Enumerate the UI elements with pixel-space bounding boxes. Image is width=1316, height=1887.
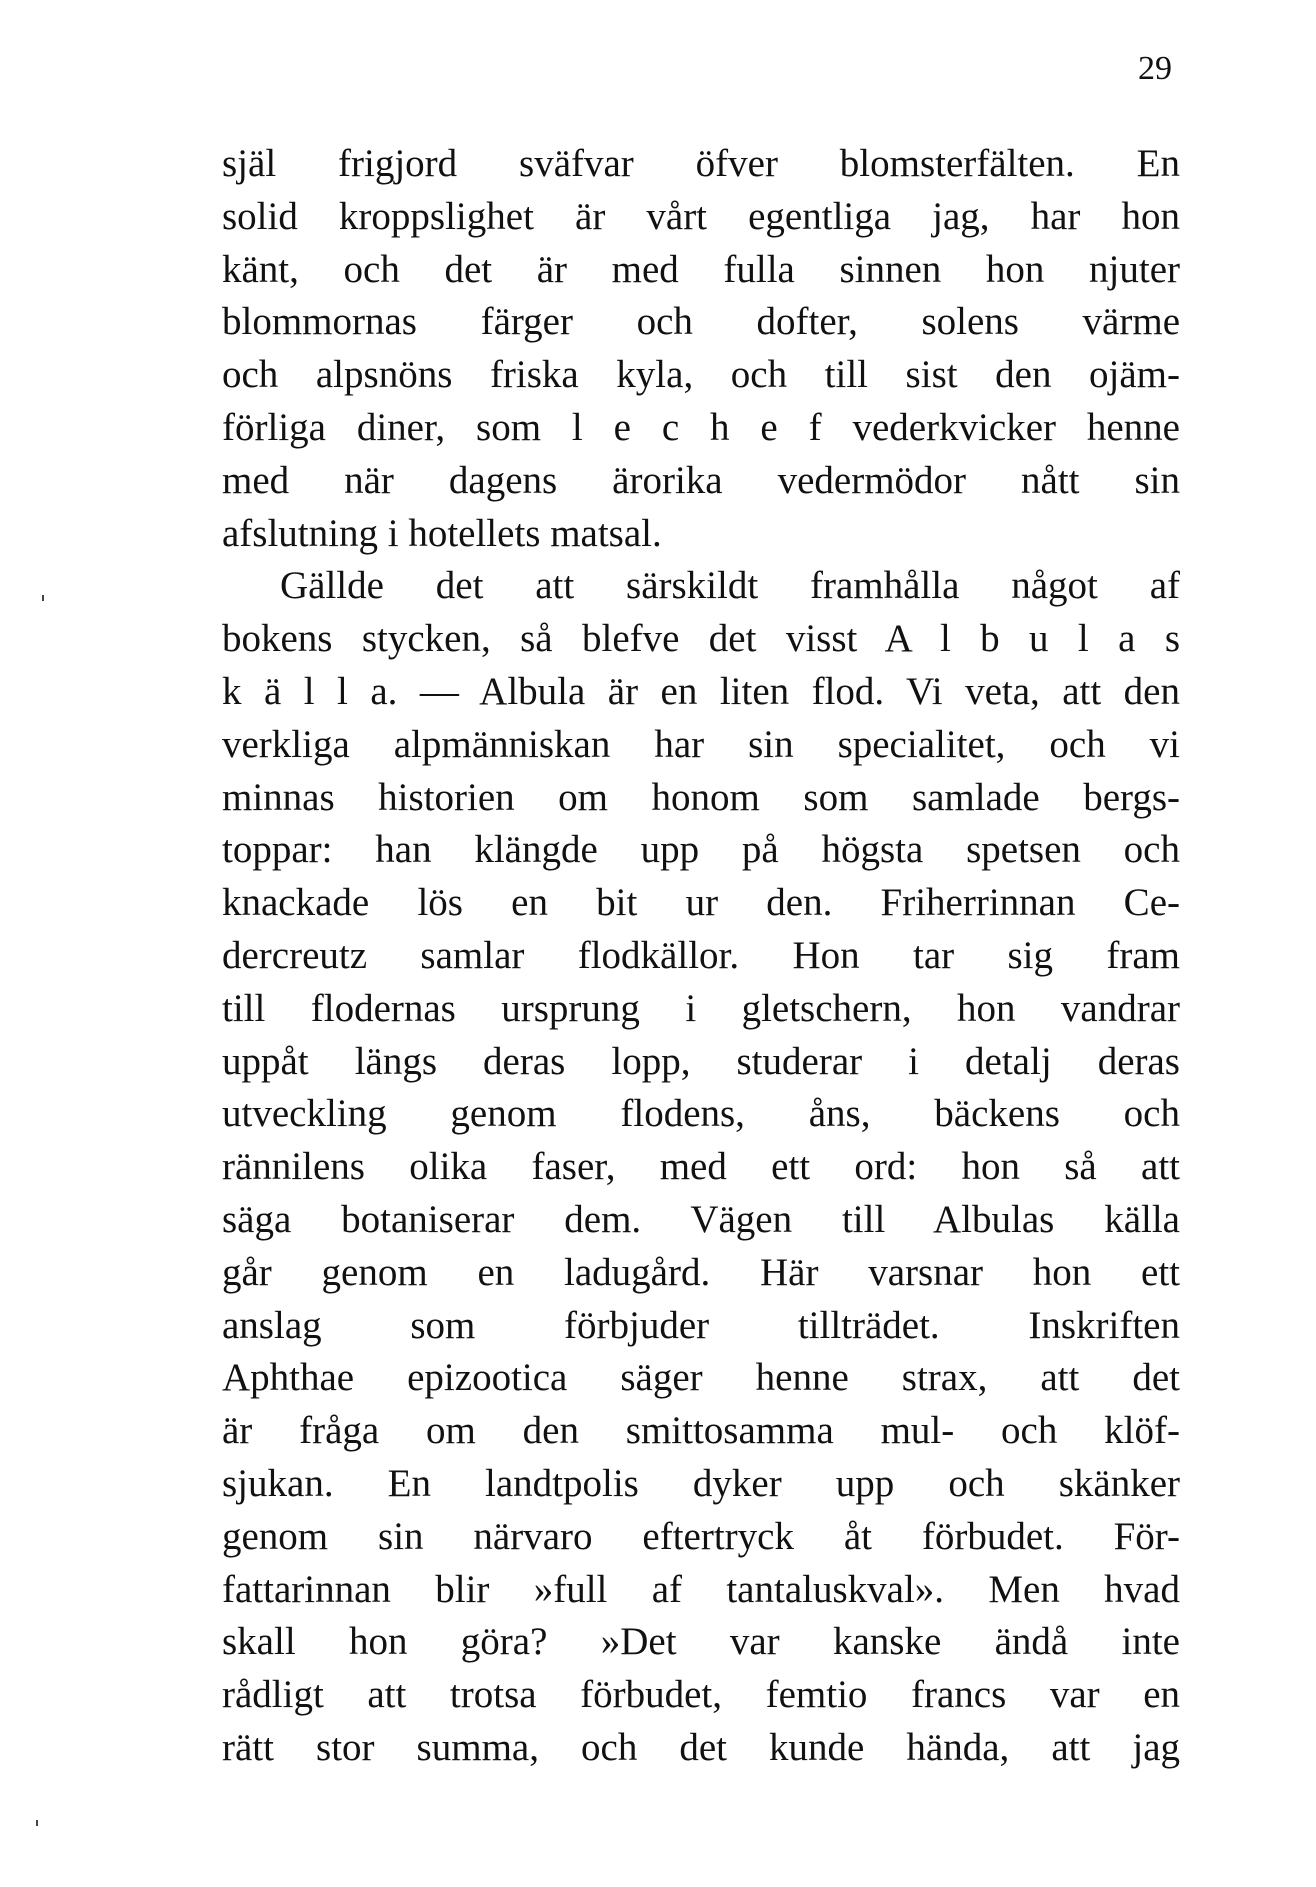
body-text — [222, 138, 1180, 1775]
text-line: till flodernas ursprung i gletschern, hon vandrar — [222, 986, 1180, 1030]
text-line: toppar: han klängde upp på högsta spetsen och — [222, 828, 1180, 872]
text-line: afslutning i hotellets matsal. — [222, 511, 662, 555]
text-line: solid kroppslighet är vårt egentliga jag, har hon — [222, 194, 1180, 238]
page-number: 29 — [1138, 50, 1172, 87]
text-line: förliga diner, som l e c h e f vederkvicker henne — [222, 405, 1180, 449]
text-line: rännilens olika faser, med ett ord: hon så att — [222, 1145, 1180, 1189]
text-line: Gällde det att särskildt framhålla något af — [280, 564, 1180, 608]
text-line: och alpsnöns friska kyla, och till sist den ojäm- — [222, 353, 1180, 397]
text-line: rätt stor summa, och det kunde hända, att jag — [222, 1725, 1180, 1769]
text-line: verkliga alpmänniskan har sin specialitet, och vi — [222, 722, 1180, 766]
text-line: rådligt att trotsa förbudet, femtio francs var en — [222, 1673, 1180, 1717]
text-line: går genom en ladugård. Här varsnar hon ett — [222, 1250, 1180, 1294]
text-line: k ä l l a. — Albula är en liten flod. Vi veta, att den — [222, 669, 1180, 713]
text-line: skall hon göra? »Det var kanske ändå inte — [222, 1620, 1180, 1664]
text-line: anslag som förbjuder tillträdet. Inskriften — [222, 1303, 1180, 1347]
text-line: med när dagens ärorika vedermödor nått sin — [222, 458, 1180, 502]
scan-speck — [42, 595, 44, 601]
text-line: dercreutz samlar flodkällor. Hon tar sig fram — [222, 933, 1180, 977]
text-line: bokens stycken, så blefve det visst A l b u l a s — [222, 617, 1180, 661]
text-line: blommornas färger och dofter, solens värme — [222, 300, 1180, 344]
text-line: utveckling genom flodens, åns, bäckens och — [222, 1092, 1180, 1136]
text-line: Aphthae epizootica säger henne strax, att det — [222, 1356, 1180, 1400]
text-line: minnas historien om honom som samlade bergs- — [222, 775, 1180, 819]
text-line: känt, och det är med fulla sinnen hon njuter — [222, 247, 1180, 291]
scan-speck — [36, 1820, 38, 1826]
text-line: sjukan. En landtpolis dyker upp och skänker — [222, 1461, 1180, 1505]
text-line: knackade lös en bit ur den. Friherrinnan Ce- — [222, 881, 1180, 925]
text-line: genom sin närvaro eftertryck åt förbudet. För- — [222, 1514, 1180, 1558]
text-line: säga botaniserar dem. Vägen till Albulas källa — [222, 1197, 1180, 1241]
text-line: är fråga om den smittosamma mul- och klöf- — [222, 1409, 1180, 1453]
text-line: uppåt längs deras lopp, studerar i detalj deras — [222, 1039, 1180, 1083]
text-line: själ frigjord sväfvar öfver blomsterfälten. En — [222, 142, 1180, 185]
text-line: fattarinnan blir »full af tantaluskval». Men hvad — [222, 1567, 1180, 1611]
